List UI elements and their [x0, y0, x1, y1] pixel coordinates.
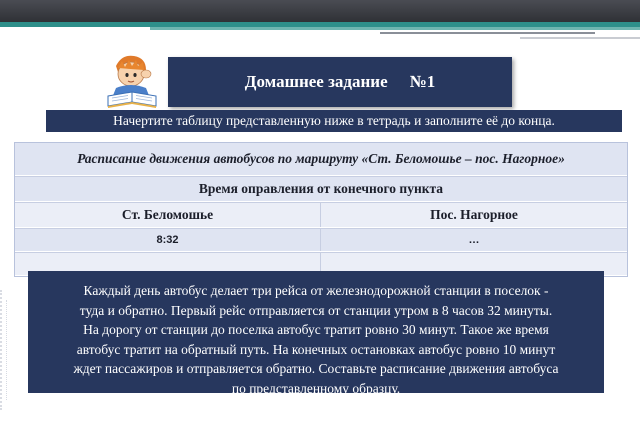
schedule-table [14, 142, 628, 277]
task-description-box [28, 271, 604, 396]
homework-title-box [168, 57, 512, 107]
table-subtitle-row [15, 176, 627, 202]
table-row [15, 228, 627, 252]
task-line: Каждый день автобус делает три рейса от железнодорожной станции в поселок - [83, 283, 549, 298]
table-header-row [15, 202, 627, 228]
banner-light-teal-stripe [150, 27, 640, 30]
column-header-belomoshye: Ст. Беломошье [15, 203, 321, 227]
instruction-bar [46, 110, 622, 132]
homework-number: №1 [409, 72, 436, 91]
column-header-nagornoye: Пос. Нагорное [430, 207, 518, 222]
top-decorative-banner [0, 0, 640, 40]
task-line: На дорогу от станции до поселка автобус тратит ровно 30 минут. Такое же время [83, 322, 549, 337]
table-cell: 8:32 [15, 229, 321, 251]
table-subtitle: Время оправления от конечного пункта [198, 181, 444, 196]
task-line: по представленному образцу. [231, 380, 401, 396]
student-with-book-icon [102, 52, 162, 110]
side-decoration-line [6, 300, 9, 400]
banner-dark-stripe [0, 0, 640, 22]
banner-grey-line [380, 32, 595, 34]
task-line: туда и обратно. Первый рейс отправляется от станции утром в 8 часов 32 минуты. [79, 302, 553, 318]
banner-light-line [520, 37, 640, 39]
table-cell: … [468, 234, 480, 246]
table-title-row [15, 143, 627, 176]
task-line: автобус тратит на обратный путь. На конечных остановках автобус ровно 10 минут [76, 341, 556, 357]
task-line: ждет пассажиров и отправляется обратно. Составьте расписание движения автобуса [73, 361, 559, 376]
homework-title: Домашнее задание [244, 72, 388, 91]
instruction-text: Начертите таблицу представленную ниже в тетрадь и заполните её до конца. [113, 113, 555, 128]
table-title: Расписание движения автобусов по маршруту «Ст. Беломошье – пос. Нагорное» [77, 151, 565, 166]
